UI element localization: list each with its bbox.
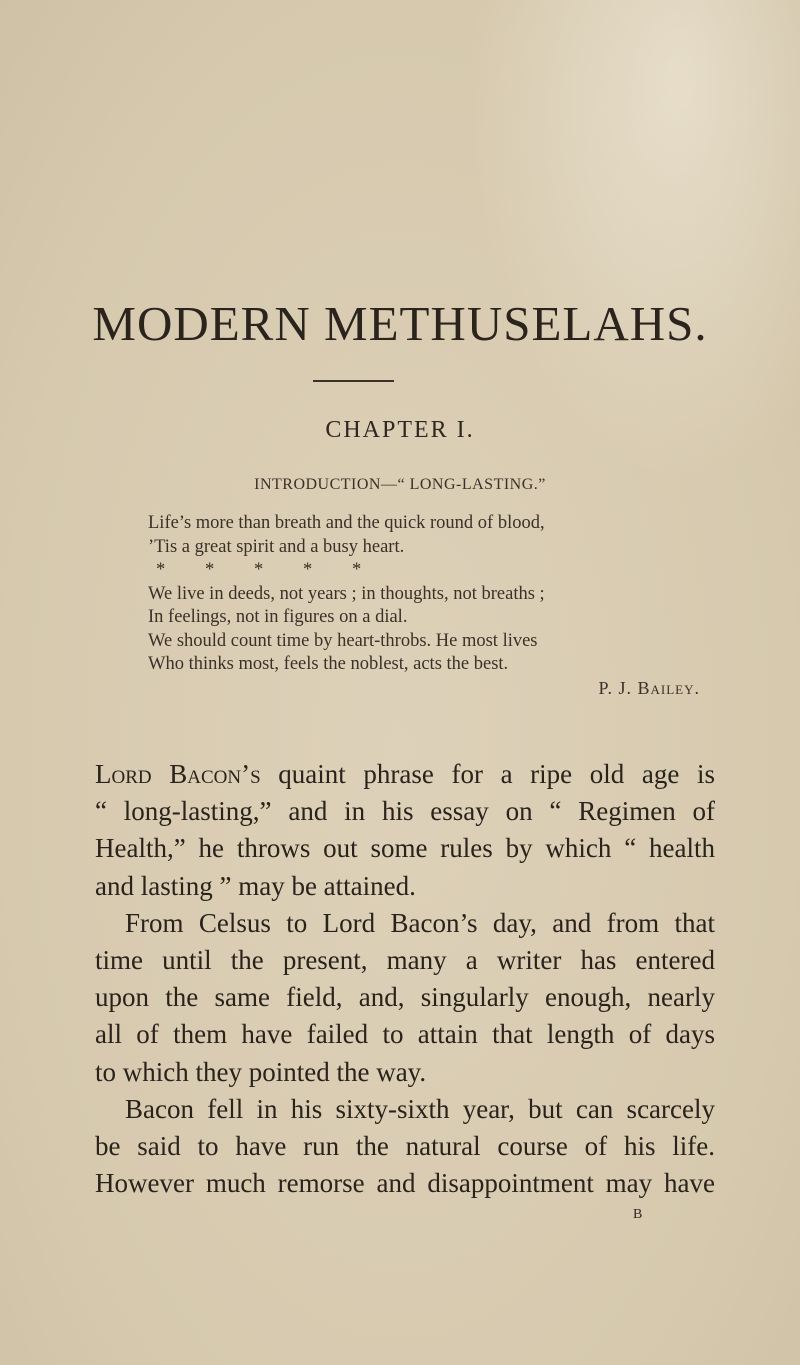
asterisk: * [352, 560, 362, 580]
paragraph-line: Bacon fell in his sixty-sixth year, but can scarcely [125, 1093, 715, 1124]
paragraph-line: all of them have failed to attain that length of days [95, 1019, 715, 1050]
paragraph-line: be said to have run the natural course of his life. [95, 1130, 715, 1161]
title-divider [313, 380, 394, 382]
paragraph-line: to which they pointed the way. [95, 1056, 427, 1087]
epigraph [148, 512, 708, 701]
epigraph-line: Who thinks most, feels the noblest, acts the best. [148, 654, 509, 674]
epigraph-line: Life’s more than breath and the quick round of blood, [148, 513, 545, 533]
paragraph-text: quaint phrase for a ripe old age is [278, 759, 716, 789]
paragraph-line: From Celsus to Lord Bacon’s day, and from that [125, 907, 715, 938]
asterisk: * [156, 560, 166, 580]
section-heading: INTRODUCTION—“ LONG-LASTING.” [254, 476, 546, 493]
epigraph-line: In feelings, not in figures on a dial. [148, 607, 408, 627]
signature-mark: B [633, 1207, 643, 1222]
chapter-heading: CHAPTER I. [325, 417, 475, 443]
paragraph-line: Health,” he throws out some rules by which “ health [95, 833, 715, 864]
asterisk: * [303, 560, 313, 580]
epigraph-asterisks [148, 559, 708, 583]
body-text [95, 756, 715, 1202]
epigraph-line: ’Tis a great spirit and a busy heart. [148, 536, 405, 557]
epigraph-attribution: P. J. Bailey. [598, 677, 700, 698]
paragraph-line: time until the present, many a writer has entered [95, 944, 715, 975]
book-title: MODERN METHUSELAHS. [92, 296, 708, 351]
paragraph-line: However much remorse and disappointment may have [95, 1168, 715, 1199]
epigraph-line: We should count time by heart-throbs. He most lives [148, 630, 538, 651]
paragraph-line [95, 756, 715, 793]
paragraph-line: and lasting ” may be attained. [95, 870, 416, 901]
lord-word: Lord [95, 759, 152, 789]
asterisk: * [254, 560, 264, 580]
paragraph-line: “ long-lasting,” and in his essay on “ Regimen of [95, 796, 715, 827]
paragraph-line: upon the same field, and, singularly enough, nearly [95, 982, 715, 1013]
asterisk: * [205, 560, 215, 580]
epigraph-line: We live in deeds, not years ; in thoughts, not breaths ; [148, 583, 545, 604]
bacons-word: Bacon’s [169, 759, 261, 789]
